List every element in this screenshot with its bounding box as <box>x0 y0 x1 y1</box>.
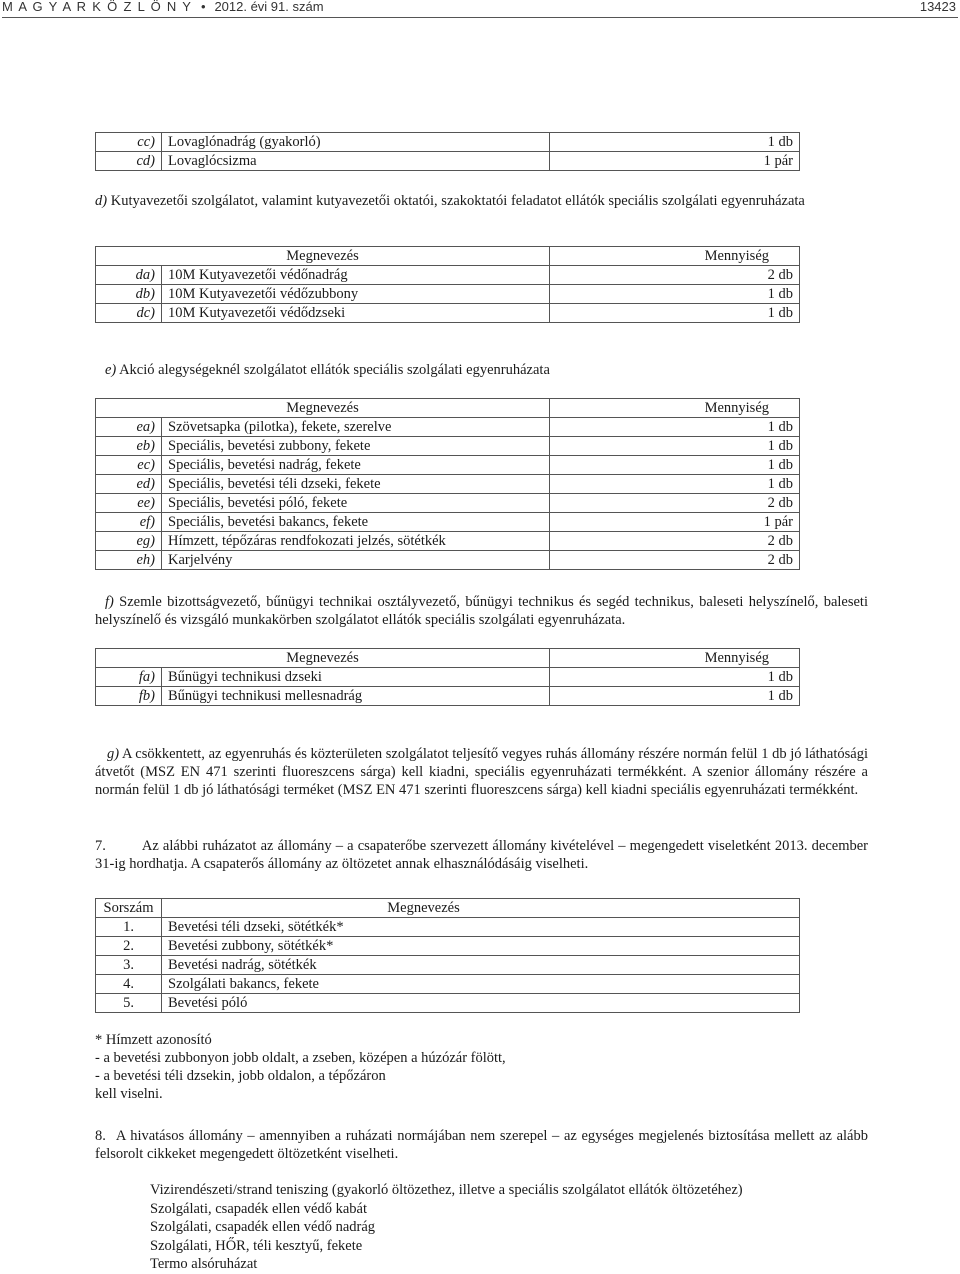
row-qty: 1 pár <box>550 152 800 171</box>
table-row <box>96 668 800 687</box>
row-name: Bevetési zubbony, sötétkék* <box>162 937 800 956</box>
journal-title: M A G Y A R K Ö Z L Ö N Y <box>2 0 193 14</box>
row-number: 4. <box>96 975 162 994</box>
paragraph-d <box>95 192 868 210</box>
row-qty: 2 db <box>550 266 800 285</box>
footnote-line: kell viselni. <box>95 1086 163 1102</box>
row-qty: 1 db <box>550 133 800 152</box>
permitted-items-list <box>150 1181 743 1274</box>
table-header <box>96 399 800 418</box>
table-row <box>96 152 800 171</box>
row-name: Bevetési téli dzseki, sötétkék* <box>162 918 800 937</box>
paragraph-label: d) <box>95 193 108 209</box>
row-code: ed) <box>96 475 162 494</box>
paragraph-text: A hivatásos állomány – amennyiben a ruházati normájában nem szerepel – az egységes megjelenés biztosítása mellett az alább felsorolt cikkeket megengedett öltözetként viselheti. <box>95 1128 868 1162</box>
row-code: ef) <box>96 513 162 532</box>
paragraph-label: g) <box>107 746 120 762</box>
table-row <box>96 285 800 304</box>
header-name: Megnevezés <box>162 899 800 918</box>
header-qty: Mennyiség <box>550 649 800 668</box>
paragraph-8 <box>95 1127 868 1163</box>
row-code: eb) <box>96 437 162 456</box>
row-name: Bűnügyi technikusi mellesnadrág <box>162 687 550 706</box>
bullet-separator: • <box>200 0 206 14</box>
row-name: Bevetési póló <box>162 994 800 1013</box>
table-row <box>96 532 800 551</box>
paragraph-label: f) <box>105 594 114 610</box>
row-name: Lovaglócsizma <box>162 152 550 171</box>
table-row <box>96 133 800 152</box>
table-e <box>95 398 800 570</box>
table-row <box>96 551 800 570</box>
footnote-line: * Hímzett azonosító <box>95 1032 212 1048</box>
row-name: 10M Kutyavezetői védődzseki <box>162 304 550 323</box>
paragraph-number: 7. <box>95 838 106 854</box>
row-qty: 1 db <box>550 437 800 456</box>
header-name: Megnevezés <box>96 649 550 668</box>
footnote-line: - a bevetési zubbonyon jobb oldalt, a zseben, középen a húzózár fölött, <box>95 1050 506 1066</box>
table-row <box>96 456 800 475</box>
row-code: ec) <box>96 456 162 475</box>
table-header <box>96 649 800 668</box>
row-qty: 2 db <box>550 532 800 551</box>
table-d <box>95 246 800 323</box>
row-qty: 1 db <box>550 304 800 323</box>
row-number: 3. <box>96 956 162 975</box>
row-qty: 1 db <box>550 285 800 304</box>
table-c <box>95 132 800 171</box>
list-item: Szolgálati, csapadék ellen védő nadrág <box>150 1219 376 1235</box>
table-row <box>96 437 800 456</box>
row-qty: 1 pár <box>550 513 800 532</box>
page-header <box>0 0 960 14</box>
paragraph-text: Akció alegységeknél szolgálatot ellátók speciális szolgálati egyenruházata <box>116 362 550 378</box>
row-name: Bűnügyi technikusi dzseki <box>162 668 550 687</box>
list-item: Vizirendészeti/strand teniszing (gyakorló öltözethez, illetve a speciális szolgálatot ellátók öltözetéhez) <box>150 1182 743 1198</box>
paragraph-7 <box>95 837 868 873</box>
table-row <box>96 937 800 956</box>
paragraph-label: e) <box>105 362 117 378</box>
row-name: Speciális, bevetési zubbony, fekete <box>162 437 550 456</box>
paragraph-text: Az alábbi ruházatot az állomány – a csapaterőbe szervezett állomány kivételével – megengedett viseletként 2013. december 31-ig hordhatja. A csapaterős állomány az öltözetet annak elhasználódásáig viselheti. <box>95 838 868 872</box>
table-row <box>96 918 800 937</box>
footnote-line: - a bevetési téli dzsekin, jobb oldalon, a tépőzáron <box>95 1068 386 1084</box>
issue-label: 2012. évi 91. szám <box>214 0 324 14</box>
table-row <box>96 266 800 285</box>
paragraph-f <box>95 593 868 629</box>
table-row <box>96 304 800 323</box>
row-name: Bevetési nadrág, sötétkék <box>162 956 800 975</box>
table-f <box>95 648 800 706</box>
header-qty: Mennyiség <box>550 399 800 418</box>
row-name: Karjelvény <box>162 551 550 570</box>
row-name: Speciális, bevetési bakancs, fekete <box>162 513 550 532</box>
row-name: 10M Kutyavezetői védőzubbony <box>162 285 550 304</box>
table-row <box>96 475 800 494</box>
row-code: cc) <box>96 133 162 152</box>
table-row <box>96 418 800 437</box>
header-divider <box>2 17 958 18</box>
row-code: da) <box>96 266 162 285</box>
row-qty: 1 db <box>550 456 800 475</box>
paragraph-text: Kutyavezetői szolgálatot, valamint kutyavezetői oktatói, szakoktatói feladatot ellátók speciális szolgálati egyenruházata <box>107 193 805 209</box>
table-row <box>96 994 800 1013</box>
list-item: Szolgálati, HŐR, téli kesztyű, fekete <box>150 1237 363 1254</box>
row-number: 1. <box>96 918 162 937</box>
row-name: Hímzett, tépőzáras rendfokozati jelzés, sötétkék <box>162 532 550 551</box>
row-code: ea) <box>96 418 162 437</box>
row-number: 2. <box>96 937 162 956</box>
table-header <box>96 899 800 918</box>
row-name: Speciális, bevetési téli dzseki, fekete <box>162 475 550 494</box>
header-number: Sorszám <box>96 899 162 918</box>
row-code: ee) <box>96 494 162 513</box>
paragraph-text: Szemle bizottságvezető, bűnügyi technikai osztályvezető, bűnügyi technikus és segéd technikus, baleseti helyszínelő, baleseti helyszínelő és vizsgáló munkakörben szolgálatot ellátók speciális szolgálati egyenruházata. <box>95 594 868 628</box>
table-header <box>96 247 800 266</box>
row-qty: 1 db <box>550 668 800 687</box>
table-row <box>96 975 800 994</box>
paragraph-number: 8. <box>95 1128 106 1144</box>
header-name: Megnevezés <box>96 247 550 266</box>
row-code: cd) <box>96 152 162 171</box>
table-row <box>96 494 800 513</box>
row-number: 5. <box>96 994 162 1013</box>
paragraph-e <box>105 361 878 379</box>
row-code: fa) <box>96 668 162 687</box>
list-item: Szolgálati, csapadék ellen védő kabát <box>150 1200 368 1217</box>
footnote <box>95 1031 506 1103</box>
table-row <box>96 956 800 975</box>
row-name: Speciális, bevetési póló, fekete <box>162 494 550 513</box>
header-name: Megnevezés <box>96 399 550 418</box>
row-name: Speciális, bevetési nadrág, fekete <box>162 456 550 475</box>
paragraph-text: A csökkentett, az egyenruhás és közterületen szolgálatot teljesítő vegyes ruhás állomány részére normán felül 1 db jó láthatósági átvetőt (MSZ EN 471 szerinti fluoreszcens sárga) kell kiadni, speciális egyenruházati termékként. A szenior állomány részére a normán felül 1 db jó láthatósági terméket (MSZ EN 471 szerinti fluoreszcens sárga) kell kiadni speciális egyenruházati termékként. <box>95 746 868 798</box>
page-number: 13423 <box>919 0 956 14</box>
list-item: Termo alsóruházat <box>150 1256 258 1272</box>
row-qty: 2 db <box>550 551 800 570</box>
row-code: eg) <box>96 532 162 551</box>
row-qty: 2 db <box>550 494 800 513</box>
row-code: eh) <box>96 551 162 570</box>
row-qty: 1 db <box>550 475 800 494</box>
paragraph-g <box>95 745 868 799</box>
table-7 <box>95 898 800 1013</box>
header-qty: Mennyiség <box>550 247 800 266</box>
table-row <box>96 513 800 532</box>
table-row <box>96 687 800 706</box>
row-name: Szolgálati bakancs, fekete <box>162 975 800 994</box>
row-name: 10M Kutyavezetői védőnadrág <box>162 266 550 285</box>
row-code: fb) <box>96 687 162 706</box>
row-code: db) <box>96 285 162 304</box>
row-code: dc) <box>96 304 162 323</box>
row-name: Lovaglónadrág (gyakorló) <box>162 133 550 152</box>
row-qty: 1 db <box>550 418 800 437</box>
row-name: Szövetsapka (pilotka), fekete, szerelve <box>162 418 550 437</box>
row-qty: 1 db <box>550 687 800 706</box>
